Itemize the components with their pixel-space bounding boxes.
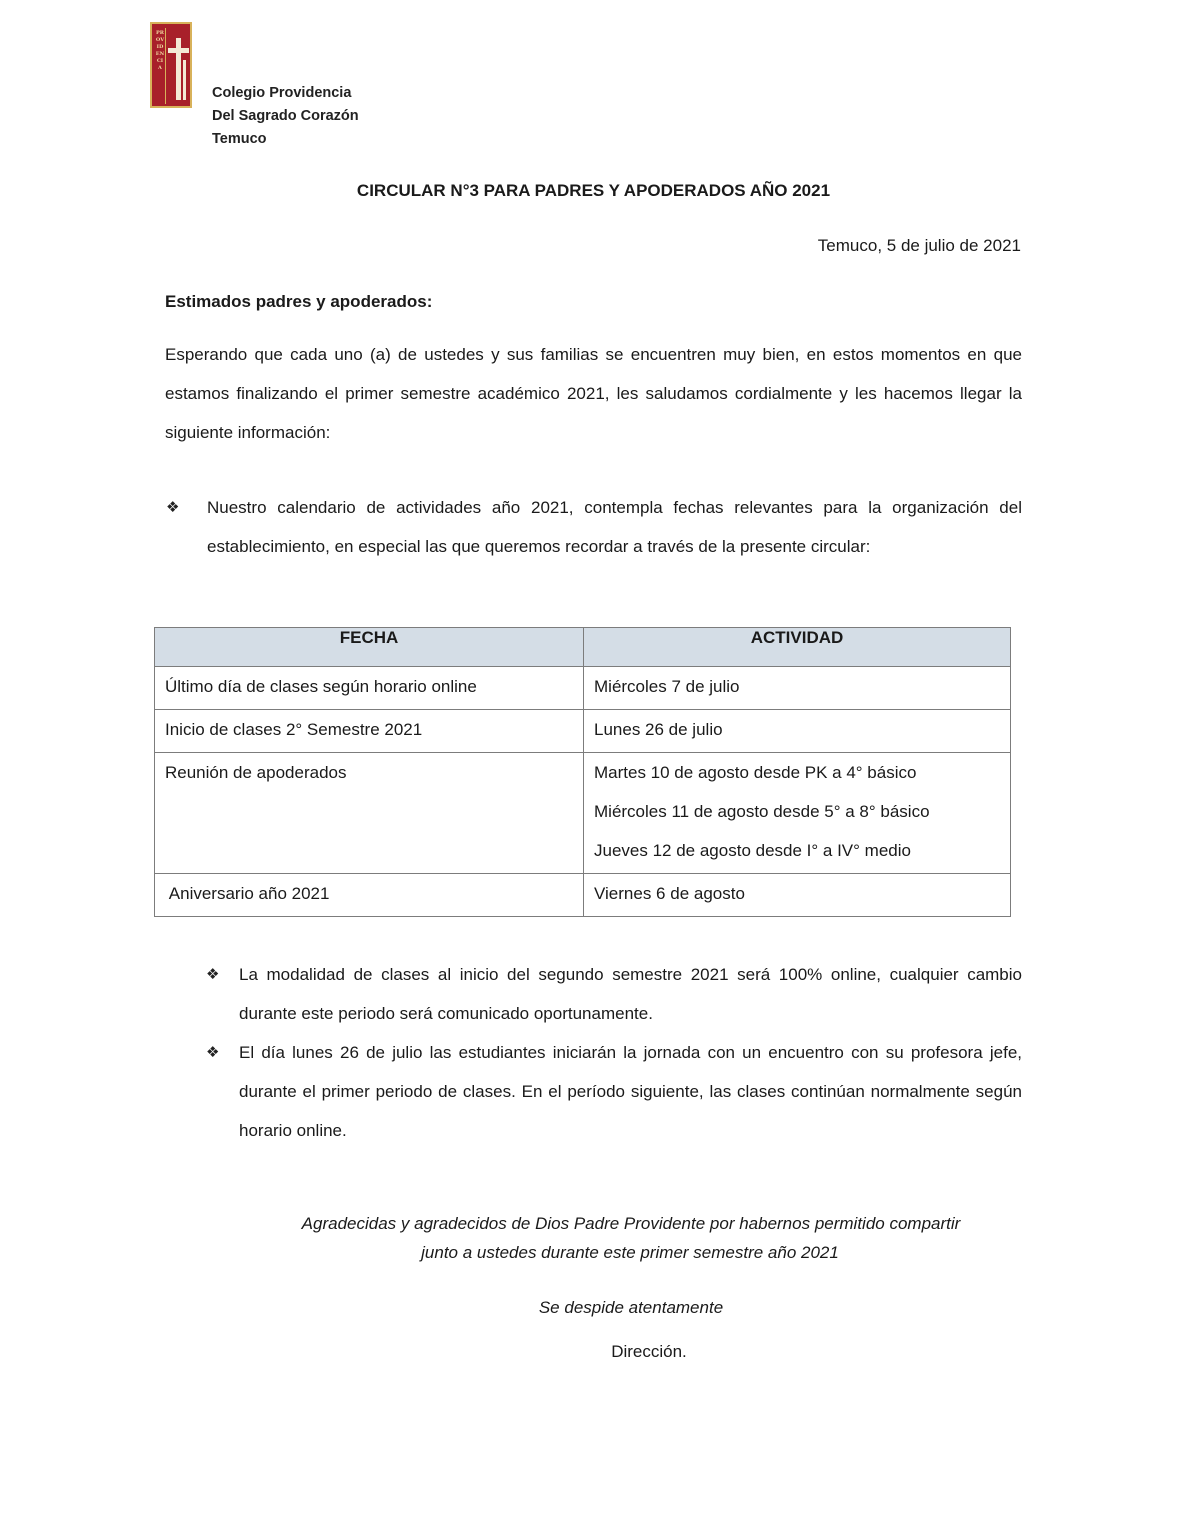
cell-fecha: Último día de clases según horario online <box>155 667 584 710</box>
cross-icon-stem-secondary <box>183 60 186 100</box>
activities-table <box>154 627 1011 917</box>
bullet-diamond-icon: ❖ <box>206 966 220 983</box>
cell-fecha: Inicio de clases 2° Semestre 2021 <box>155 710 584 753</box>
actividad-line: Martes 10 de agosto desde PK a 4° básico <box>594 763 917 782</box>
cell-fecha: Aniversario año 2021 <box>155 874 584 917</box>
school-name-line-1: Colegio Providencia <box>212 85 352 101</box>
actividad-line: Miércoles 7 de julio <box>594 677 740 696</box>
cell-actividad <box>584 753 1011 874</box>
school-logo <box>150 22 192 108</box>
actividad-line: Viernes 6 de agosto <box>594 884 745 903</box>
greeting: Estimados padres y apoderados: <box>165 292 433 311</box>
actividad-line: Miércoles 11 de agosto desde 5° a 8° básico <box>594 802 930 821</box>
date-line: Temuco, 5 de julio de 2021 <box>817 236 1021 255</box>
school-name-line-2: Del Sagrado Corazón <box>212 108 359 124</box>
page-title: CIRCULAR N°3 PARA PADRES Y APODERADOS AÑO 2021 <box>356 181 831 200</box>
table-row <box>155 753 1011 874</box>
header-actividad: ACTIVIDAD <box>584 628 1011 667</box>
cell-actividad <box>584 667 1011 710</box>
bullet-first-day-text: El día lunes 26 de julio las estudiantes iniciarán la jornada con un encuentro con su profesora jefe, durante el primer periodo de clases. En el período siguiente, las clases continúan normalmente según horario online. <box>239 1043 1022 1140</box>
bullet-calendar-text: Nuestro calendario de actividades año 2021, contempla fechas relevantes para la organización del establecimiento, en especial las que queremos recordar a través de la presente circular: <box>207 498 1022 556</box>
cell-actividad <box>584 874 1011 917</box>
bullet-diamond-icon: ❖ <box>206 1044 220 1061</box>
actividad-line: Jueves 12 de agosto desde I° a IV° medio <box>594 841 911 860</box>
closing-line-2: junto a ustedes durante este primer semestre año 2021 <box>421 1243 839 1262</box>
actividad-line: Lunes 26 de julio <box>594 720 723 739</box>
farewell: Se despide atentamente <box>538 1298 724 1317</box>
cross-icon-stem <box>176 38 181 100</box>
signature: Dirección. <box>611 1342 687 1361</box>
bullet-diamond-icon: ❖ <box>166 499 180 516</box>
table-body <box>155 667 1011 917</box>
bullet-modality-text: La modalidad de clases al inicio del segundo semestre 2021 será 100% online, cualquier cambio durante este periodo será comunicado oportunamente. <box>239 965 1022 1023</box>
table-row <box>155 667 1011 710</box>
cell-fecha: Reunión de apoderados <box>155 753 584 874</box>
intro-paragraph: Esperando que cada uno (a) de ustedes y sus familias se encuentren muy bien, en estos momentos en que estamos finalizando el primer semestre académico 2021, les saludamos cordialmente y les hacemos llegar la siguiente información: <box>165 345 1022 442</box>
table-row <box>155 710 1011 753</box>
closing-line-1: Agradecidas y agradecidos de Dios Padre Providente por habernos permitido compartir <box>301 1214 961 1233</box>
table-row <box>155 874 1011 917</box>
table-header-row <box>155 628 1011 667</box>
header-fecha: FECHA <box>155 628 584 667</box>
cell-actividad <box>584 710 1011 753</box>
logo-vertical-text: PROVIDENCIA <box>155 30 165 71</box>
school-city: Temuco <box>212 131 267 147</box>
